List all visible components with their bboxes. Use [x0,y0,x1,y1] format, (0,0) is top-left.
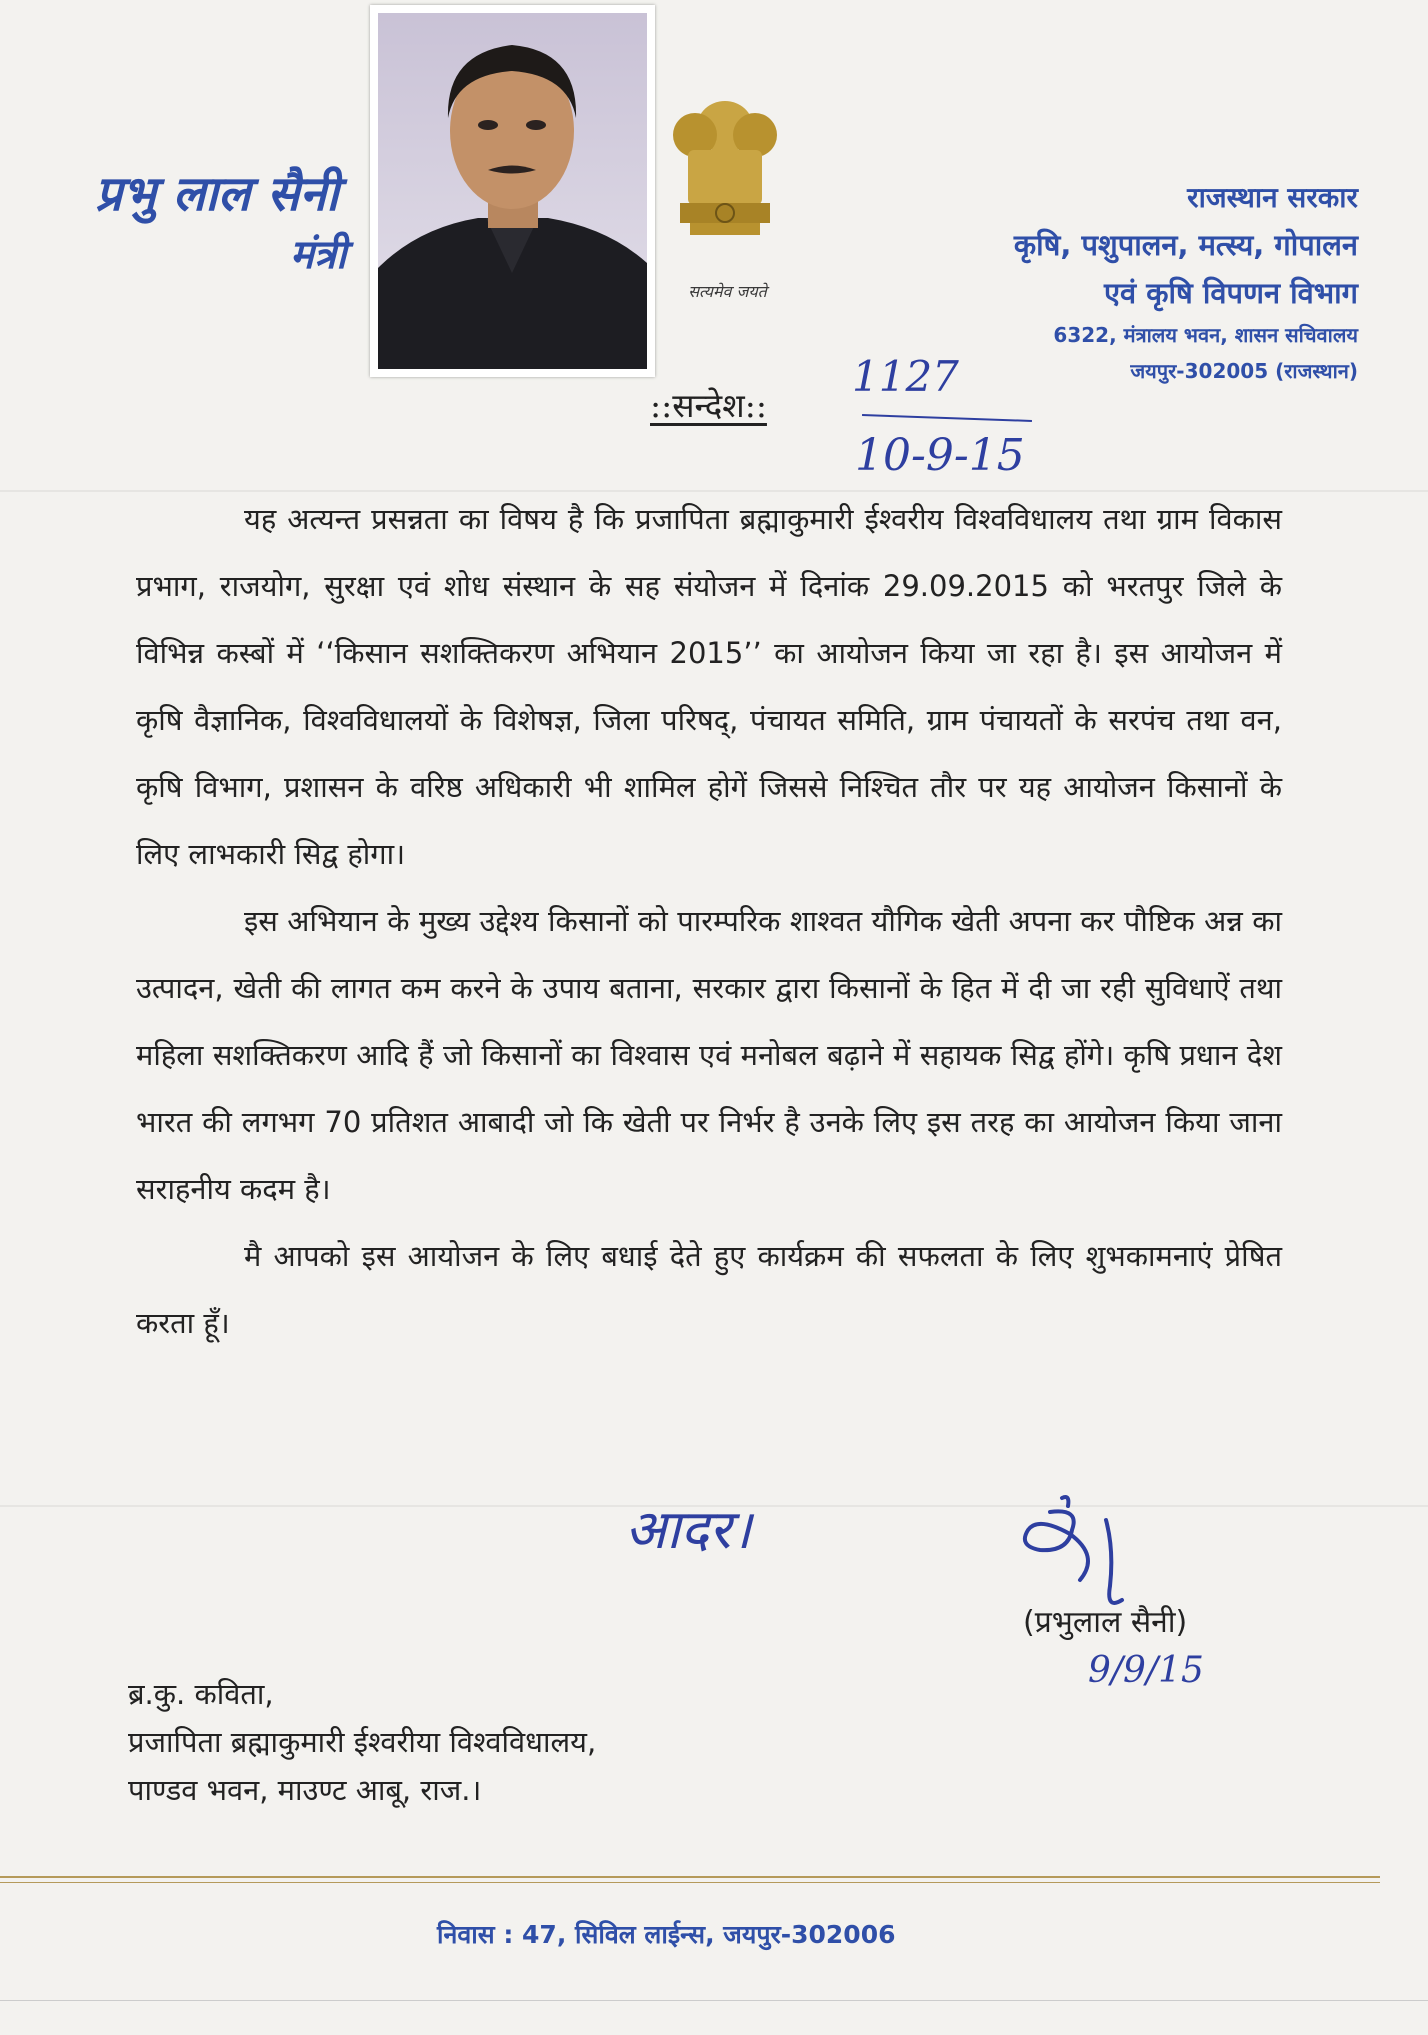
department-line2: एवं कृषि विपणन विभाग [1103,276,1358,310]
body-paragraph-2: इस अभियान के मुख्य उद्देश्य किसानों को पारम्परिक शाश्वत यौगिक खेती अपना कर पौष्टिक अन्न का उत्पादन, खेती की लागत कम करने के उपाय बताना, सरकार द्वारा किसानों के हित में दी जा रही सुविधाऐं तथा महिला सशक्तिकरण आदि हैं जो किसानों का विश्वास एवं मनोबल बढ़ाने में सहायक सिद्व होंगे। कृषि प्रधान देश भारत की लगभग 70 प्रतिशत आबादी जो कि खेती पर निर्भर है उनके लिए इस तरह का आयोजन किया जाना सराहनीय कदम है। [136,904,1282,1206]
footer-rule [0,1876,1380,1878]
ashoka-emblem-icon [660,95,790,245]
emblem-motto: सत्यमेव जयते [688,282,767,301]
department-line1: कृषि, पशुपालन, मत्स्य, गोपालन [1013,228,1358,262]
address-line1: 6322, मंत्रालय भवन, शासन सचिवालय [1053,323,1358,347]
residence-address: निवास : 47, सिविल लाईन्स, जयपुर-302006 [437,1920,896,1949]
recipient-line3: पाण्डव भवन, माउण्ट आबू, राज.। [128,1773,482,1807]
portrait-image [378,13,647,369]
recipient-line1: ब्र.कु. कविता, [128,1677,274,1711]
handwritten-aadar: आदर। [625,1498,752,1561]
government-name: राजस्थान सरकार [1187,181,1358,214]
handwritten-sign-date: 9/9/15 [1088,1650,1204,1691]
address-line2: जयपुर-302005 (राजस्थान) [1130,359,1358,383]
signatory-name: (प्रभुलाल सैनी) [1023,1605,1188,1640]
minister-title: मंत्री [290,231,347,278]
recipient-line2: प्रजापिता ब्रह्माकुमारी ईश्वरीया विश्वविधालय, [128,1725,597,1759]
handwritten-ref-line [862,414,1032,422]
department-block [1014,175,1358,389]
footer-rule-thin [0,1882,1380,1883]
minister-name: प्रभु लाल सैनी [95,166,339,222]
message-body [136,486,1282,1357]
body-paragraph-1: यह अत्यन्त प्रसन्नता का विषय है कि प्रजापिता ब्रह्माकुमारी ईश्वरीय विश्वविधालय तथा ग्राम विकास प्रभाग, राजयोग, सुरक्षा एवं शोध संस्थान के सह संयोजन में दिनांक 29.09.2015 को भरतपुर जिले के विभिन्न कस्बों में ‘‘किसान सशक्तिकरण अभियान 2015’’ का आयोजन किया जा रहा है। इस आयोजन में कृषि वैज्ञानिक, विश्वविधालयों के विशेषज्ञ, जिला परिषद्, पंचायत समिति, ग्राम पंचायतों के सरपंच तथा वन, कृषि विभाग, प्रशासन के वरिष्ठ अधिकारी भी शामिल होगें जिससे निश्चित तौर पर यह आयोजन किसानों के लिए लाभकारी सिद्व होगा। [136,502,1282,871]
body-paragraph-3: मै आपको इस आयोजन के लिए बधाई देते हुए कार्यक्रम की सफलता के लिए शुभकामनाएं प्रेषित करता हूँ। [136,1239,1282,1340]
handwritten-ref-date: 10-9-15 [855,430,1025,481]
message-heading: ::सन्देश:: [650,386,767,425]
handwritten-ref-number: 1127 [852,352,959,401]
recipient-address [128,1670,596,1814]
minister-photo [370,5,655,377]
page-edge [0,2000,1428,2001]
